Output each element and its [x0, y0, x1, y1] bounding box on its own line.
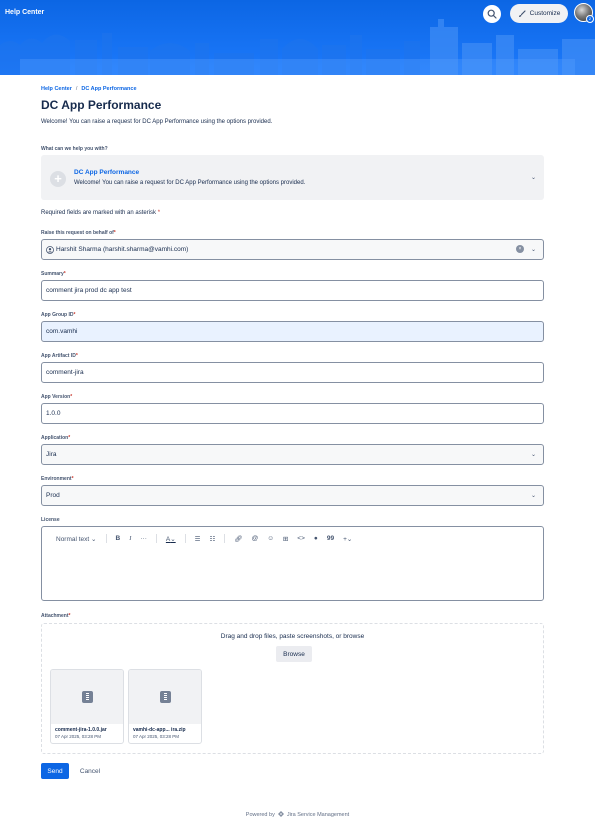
- on-behalf-value: Harshit Sharma (harshit.sharma@vamhi.com): [56, 246, 189, 253]
- attachment-label: Attachment*: [41, 613, 71, 619]
- group-id-label-text: App Group ID: [41, 312, 74, 318]
- license-editor[interactable]: [41, 526, 544, 601]
- attachment-dropzone[interactable]: [41, 623, 544, 754]
- insert-button[interactable]: +⌄: [343, 535, 353, 543]
- text-color-button[interactable]: A⌄: [165, 535, 176, 543]
- request-type-description: Welcome! You can raise a request for DC App Performance using the options provided.: [74, 180, 306, 186]
- request-type-selector[interactable]: [41, 155, 544, 200]
- mention-icon[interactable]: @: [251, 535, 259, 542]
- page-title: DC App Performance: [41, 98, 162, 112]
- artifact-id-value: comment-jira: [46, 369, 84, 376]
- artifact-id-label-text: App Artifact ID: [41, 353, 76, 359]
- info-icon[interactable]: ●: [313, 535, 318, 542]
- send-button[interactable]: Send: [41, 763, 69, 779]
- environment-label-text: Environment: [41, 476, 72, 482]
- artifact-id-input[interactable]: [41, 362, 544, 383]
- more-formatting-button[interactable]: ···: [140, 535, 147, 542]
- toolbar-divider: [106, 534, 107, 543]
- version-input[interactable]: [41, 403, 544, 424]
- application-label-text: Application: [41, 435, 69, 441]
- breadcrumb-dc-app-performance[interactable]: DC App Performance: [81, 86, 137, 92]
- environment-value: Prod: [46, 492, 60, 499]
- italic-button[interactable]: I: [129, 535, 132, 542]
- text-style-dropdown[interactable]: Normal text ⌄: [56, 535, 97, 543]
- footer-product[interactable]: Jira Service Management: [286, 811, 350, 818]
- summary-label: Summary*: [41, 271, 66, 277]
- insert-label: +: [343, 535, 347, 543]
- group-id-input[interactable]: [41, 321, 544, 342]
- file-date: 07 Apr 2025, 03:28 PM: [55, 734, 102, 739]
- on-behalf-label: Raise this request on behalf of*: [41, 230, 116, 236]
- request-type-label: What can we help you with?: [41, 146, 108, 152]
- summary-label-text: Summary: [41, 271, 64, 277]
- drop-instructions: Drag and drop files, paste screenshots, or browse: [220, 633, 365, 640]
- file-thumbnail: [129, 670, 201, 724]
- text-color-label: A: [165, 535, 171, 543]
- environment-label: Environment*: [41, 476, 74, 482]
- application-value: Jira: [46, 451, 57, 458]
- clear-icon[interactable]: ×: [516, 245, 524, 253]
- code-icon[interactable]: <>: [297, 535, 305, 542]
- search-button[interactable]: [483, 5, 501, 23]
- attachment-file-card[interactable]: [128, 669, 202, 744]
- on-behalf-select[interactable]: [41, 239, 544, 260]
- artifact-id-label: App Artifact ID*: [41, 353, 78, 359]
- version-value: 1.0.0: [46, 410, 61, 417]
- page-description: Welcome! You can raise a request for DC App Performance using the options provided.: [41, 119, 273, 125]
- on-behalf-label-text: Raise this request on behalf of: [41, 230, 114, 236]
- skyline-illustration: [0, 15, 595, 75]
- user-icon: [46, 246, 54, 254]
- file-name: comment-jira-1.0.0.jar: [55, 727, 107, 733]
- footer-prefix: Powered by: [245, 811, 275, 818]
- application-label: Application*: [41, 435, 71, 441]
- paintbrush-icon: [518, 10, 526, 18]
- required-asterisk: *: [157, 210, 161, 216]
- breadcrumb: [41, 86, 545, 92]
- table-icon[interactable]: ⊞: [282, 535, 289, 543]
- group-id-label: App Group ID*: [41, 312, 76, 318]
- customize-label: Customize: [529, 10, 561, 17]
- footer: [0, 811, 595, 818]
- required-note-text: Required fields are marked with an asterisk: [41, 210, 157, 216]
- bullet-list-icon[interactable]: ☰: [194, 535, 201, 543]
- chevron-down-icon: ⌄: [530, 493, 536, 499]
- browse-button[interactable]: Browse: [276, 646, 312, 662]
- version-label-text: App Version: [41, 394, 71, 400]
- cancel-button[interactable]: Cancel: [79, 767, 101, 775]
- text-style-label: Normal text: [56, 535, 90, 543]
- jira-logo-icon: [278, 811, 284, 818]
- link-icon[interactable]: 🔗︎: [234, 535, 243, 543]
- file-date: 07 Apr 2025, 03:28 PM: [133, 734, 180, 739]
- group-id-value: com.vamhi: [46, 328, 78, 335]
- chevron-down-icon[interactable]: ⌄: [530, 247, 536, 253]
- summary-value: comment jira prod dc app test: [46, 287, 132, 294]
- license-label: License: [41, 517, 60, 523]
- summary-input[interactable]: [41, 280, 544, 301]
- editor-toolbar: [56, 534, 361, 543]
- toolbar-divider: [224, 534, 225, 543]
- version-label: App Version*: [41, 394, 73, 400]
- environment-select[interactable]: [41, 485, 544, 506]
- toolbar-divider: [156, 534, 157, 543]
- quote-button[interactable]: 99: [326, 535, 335, 542]
- archive-icon: [160, 691, 171, 703]
- help-center-title[interactable]: Help Center: [5, 9, 45, 16]
- breadcrumb-separator: /: [75, 86, 78, 92]
- attachment-label-text: Attachment: [41, 613, 69, 619]
- attachment-file-card[interactable]: [50, 669, 124, 744]
- chevron-down-icon: ⌄: [530, 175, 536, 181]
- avatar-badge: 2: [586, 15, 594, 23]
- chevron-down-icon: ⌄: [530, 452, 536, 458]
- request-type-icon: +: [50, 171, 66, 187]
- breadcrumb-help-center[interactable]: Help Center: [41, 86, 72, 92]
- header-banner: [0, 0, 595, 75]
- required-fields-note: [41, 210, 160, 216]
- file-thumbnail: [51, 670, 123, 724]
- numbered-list-icon[interactable]: ☷: [209, 535, 216, 543]
- application-select[interactable]: [41, 444, 544, 465]
- user-avatar[interactable]: [574, 3, 593, 22]
- toolbar-divider: [185, 534, 186, 543]
- request-type-name: DC App Performance: [74, 169, 140, 176]
- archive-icon: [82, 691, 93, 703]
- bold-button[interactable]: B: [115, 535, 121, 542]
- file-name: vamhi-dc-app... ira.zip: [133, 727, 186, 733]
- search-icon: [487, 9, 497, 19]
- emoji-icon[interactable]: ☺: [267, 535, 274, 542]
- main-content: [41, 86, 545, 125]
- customize-button[interactable]: [510, 4, 568, 23]
